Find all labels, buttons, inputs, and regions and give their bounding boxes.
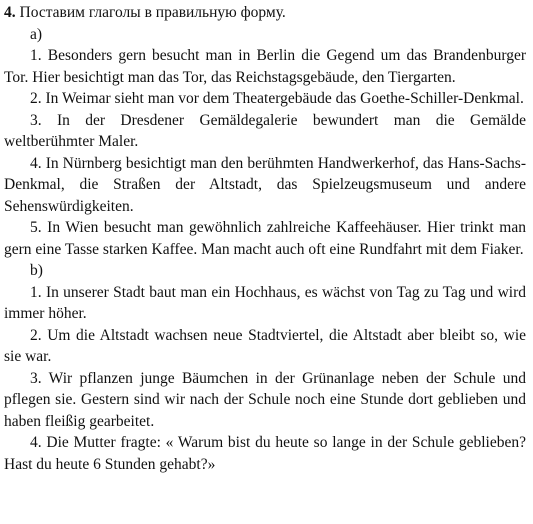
- part-b-item-4: 4. Die Mutter fragte: « Warum bist du heute so lange in der Schule geblieben? Hast du heute 6 Stunden gehabt?»: [4, 434, 526, 473]
- part-a: [4, 24, 526, 261]
- part-a-item-1: 1. Besonders gern besucht man in Berlin die Gegend um das Brandenburger Tor. Hier besichtigt man das Tor, das Reichstagsgebäude, den Tiergarten.: [4, 47, 526, 86]
- part-a-label: a): [30, 25, 43, 43]
- part-b-item-2: 2. Um die Altstadt wachsen neue Stadtviertel, die Altstadt aber bleibt so, wie sie war.: [4, 326, 526, 365]
- exercise-instruction: Поставим глаголы в правильную форму.: [19, 4, 286, 21]
- part-a-item-2: 2. In Weimar sieht man vor dem Theatergebäude das Goethe-Schiller-Denkmal.: [30, 90, 524, 107]
- part-b-item-1: 1. In unserer Stadt baut man ein Hochhaus, es wächst von Tag zu Tag und wird immer höher.: [4, 283, 526, 322]
- part-b-item-3: 3. Wir pflanzen junge Bäumchen in der Grünanlage neben der Schule und pflegen sie. Gestern sind wir nach der Schule noch eine Stunde dort geblieben und haben fleißig gearbeitet.: [4, 369, 526, 430]
- exercise-heading: [4, 0, 526, 24]
- part-a-item-5: 5. In Wien besucht man gewöhnlich zahlreiche Kaffeehäuser. Hier trinkt man gern eine Tasse starken Kaffee. Man macht auch oft eine Rundfahrt mit dem Fiaker.: [4, 219, 526, 258]
- part-b-label: b): [30, 262, 43, 279]
- part-a-item-3: 3. In der Dresdener Gemäldegalerie bewundert man die Gemälde weltberühmter Maler.: [4, 111, 526, 150]
- part-a-item-4: 4. In Nürnberg besichtigt man den berühmten Handwerkerhof, das Hans-Sachs-Denkmal, die Straßen der Altstadt, das Spielzeugsmuseum und andere Sehenswürdigkeiten.: [4, 154, 526, 215]
- part-b: [4, 260, 526, 475]
- exercise-number: 4.: [4, 4, 16, 21]
- exercise-page: [4, 0, 526, 524]
